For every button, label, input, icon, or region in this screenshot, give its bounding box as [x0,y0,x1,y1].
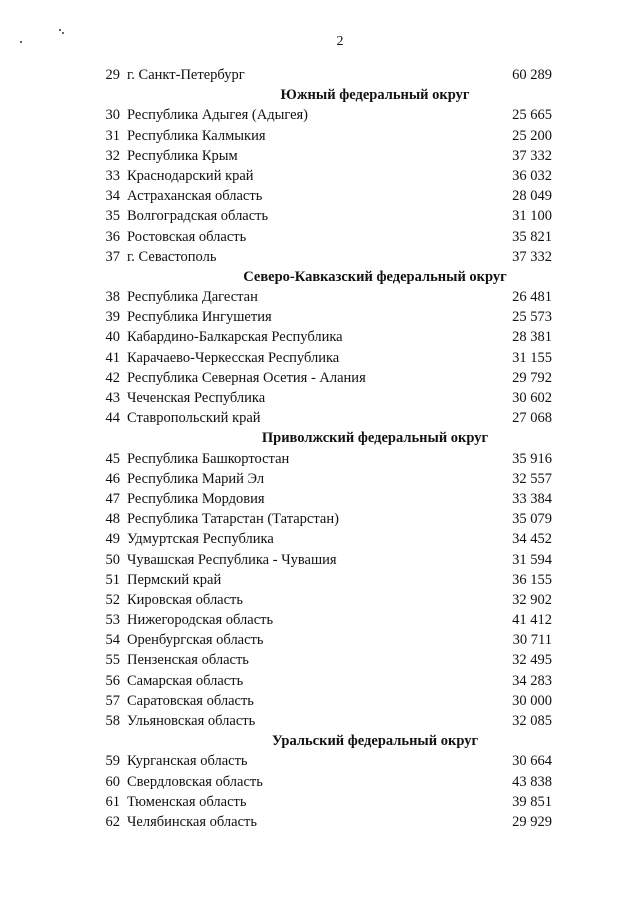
region-name: Нижегородская область [127,612,274,629]
region-value: 28 381 [512,329,552,346]
region-name: г. Санкт-Петербург [127,67,245,83]
row-number: 42 [105,369,120,386]
region-value: 31 155 [512,349,552,366]
table-row [0,368,640,388]
region-value: 60 289 [512,67,552,83]
row-number: 31 [105,127,120,144]
row-number: 53 [105,612,120,629]
table-row [0,570,640,590]
row-number: 38 [105,289,120,306]
region-value: 30 000 [512,692,552,709]
region-name: Республика Татарстан (Татарстан) [127,511,339,528]
region-value: 26 481 [512,289,552,306]
row-number: 32 [105,147,120,164]
row-number: 62 [105,813,120,830]
region-name: Курганская область [127,753,248,770]
region-value: 36 155 [512,571,552,588]
region-value: 41 412 [512,612,552,629]
region-name: Республика Адыгея (Адыгея) [127,107,309,124]
district-heading: Южный федеральный округ [280,87,470,104]
region-value: 35 821 [512,228,552,245]
table-row [0,206,640,226]
region-name: Удмуртская Республика [127,531,274,548]
region-value: 35 916 [512,450,552,467]
region-value: 34 452 [512,531,552,548]
region-name: Ульяновская область [127,713,256,729]
table-row [0,812,640,832]
table-row [0,671,640,691]
row-number: 58 [105,713,120,729]
region-value: 43 838 [512,773,552,790]
region-value: 37 332 [512,147,552,164]
row-number: 47 [105,490,120,507]
region-name: Челябинская область [127,813,257,830]
region-name: Краснодарский край [127,167,254,184]
row-number: 29 [105,67,120,83]
row-number: 41 [105,349,120,366]
row-number: 59 [105,753,120,770]
row-number: 39 [105,309,120,326]
region-value: 30 711 [512,632,552,649]
table-row [0,146,640,166]
region-value: 37 332 [512,248,552,265]
region-name: Республика Калмыкия [127,127,266,144]
table-row [0,449,640,469]
table-row [0,650,640,670]
row-number: 36 [105,228,120,245]
table-row [0,489,640,509]
row-number: 49 [105,531,120,548]
table-row [0,247,640,267]
row-number: 44 [105,410,120,427]
region-value: 34 283 [512,672,552,689]
region-name: Кабардино-Балкарская Республика [127,329,343,346]
row-number: 37 [105,248,120,265]
region-name: Карачаево-Черкесская Республика [127,349,340,366]
table-row [0,227,640,247]
region-name: Саратовская область [127,692,254,709]
table-row [0,166,640,186]
district-heading: Северо-Кавказский федеральный округ [243,268,507,285]
region-name: Оренбургская область [127,632,264,649]
table-row [0,348,640,368]
row-number: 55 [105,652,120,669]
table-row [0,610,640,630]
scan-speck [59,29,61,31]
region-value: 32 557 [512,470,552,487]
region-value: 29 792 [512,369,552,386]
table-row [0,186,640,206]
region-name: Чувашская Республика - Чувашия [127,551,337,568]
region-name: Ставропольский край [127,410,261,427]
table-row [0,287,640,307]
table-row [0,792,640,812]
region-value: 27 068 [512,410,552,427]
page-number: 2 [336,34,344,49]
region-value: 30 664 [512,753,552,770]
row-number: 51 [105,571,120,588]
row-number: 48 [105,511,120,528]
row-number: 33 [105,167,120,184]
table-row [0,772,640,792]
table-row [0,327,640,347]
row-number: 30 [105,107,120,124]
region-name: г. Севастополь [127,248,217,265]
row-number: 60 [105,773,120,790]
region-name: Кировская область [127,591,244,608]
table-row [0,126,640,146]
region-name: Самарская область [127,672,244,689]
table-row [0,408,640,428]
region-value: 32 085 [512,713,552,729]
region-name: Республика Ингушетия [127,309,272,326]
district-heading: Приволжский федеральный округ [261,430,489,447]
table-row [0,388,640,408]
row-number: 35 [105,208,120,225]
region-name: Республика Башкортостан [127,450,290,467]
region-value: 35 079 [512,511,552,528]
region-value: 32 902 [512,591,552,608]
table-row [0,65,640,85]
district-heading: Уральский федеральный округ [271,733,479,750]
table-row [0,550,640,570]
region-value: 39 851 [512,793,552,810]
region-value: 31 594 [512,551,552,568]
region-value: 36 032 [512,167,552,184]
region-name: Республика Марий Эл [127,470,265,487]
region-value: 25 573 [512,309,552,326]
region-name: Республика Мордовия [127,490,265,507]
region-value: 33 384 [512,490,552,507]
table-row [0,469,640,489]
region-name: Пермский край [127,571,222,588]
region-name: Республика Крым [127,147,238,164]
region-name: Астраханская область [127,188,263,205]
row-number: 40 [105,329,120,346]
region-name: Чеченская Республика [127,390,266,406]
region-value: 31 100 [512,208,552,225]
row-number: 45 [105,450,120,467]
table-row [0,691,640,711]
table-row [0,590,640,610]
region-name: Тюменская область [127,793,247,810]
region-name: Республика Северная Осетия - Алания [127,369,366,386]
table-row [0,751,640,771]
table-row [0,529,640,549]
table-row [0,630,640,650]
row-number: 43 [105,390,120,406]
region-value: 32 495 [512,652,552,669]
region-value: 29 929 [512,813,552,830]
table-row [0,711,640,731]
table-row [0,105,640,125]
region-value: 28 049 [512,188,552,205]
region-name: Ростовская область [127,228,247,245]
region-name: Волгоградская область [127,208,269,225]
regions-table [0,65,640,832]
row-number: 34 [105,188,120,205]
row-number: 61 [105,793,120,810]
region-name: Свердловская область [127,773,263,790]
table-row [0,509,640,529]
row-number: 57 [105,692,120,709]
table-row [0,307,640,327]
region-name: Республика Дагестан [127,289,258,306]
region-value: 25 665 [512,107,552,124]
row-number: 50 [105,551,120,568]
row-number: 56 [105,672,120,689]
row-number: 46 [105,470,120,487]
row-number: 52 [105,591,120,608]
region-value: 30 602 [512,390,552,406]
region-value: 25 200 [512,127,552,144]
row-number: 54 [105,632,120,649]
region-name: Пензенская область [127,652,249,669]
